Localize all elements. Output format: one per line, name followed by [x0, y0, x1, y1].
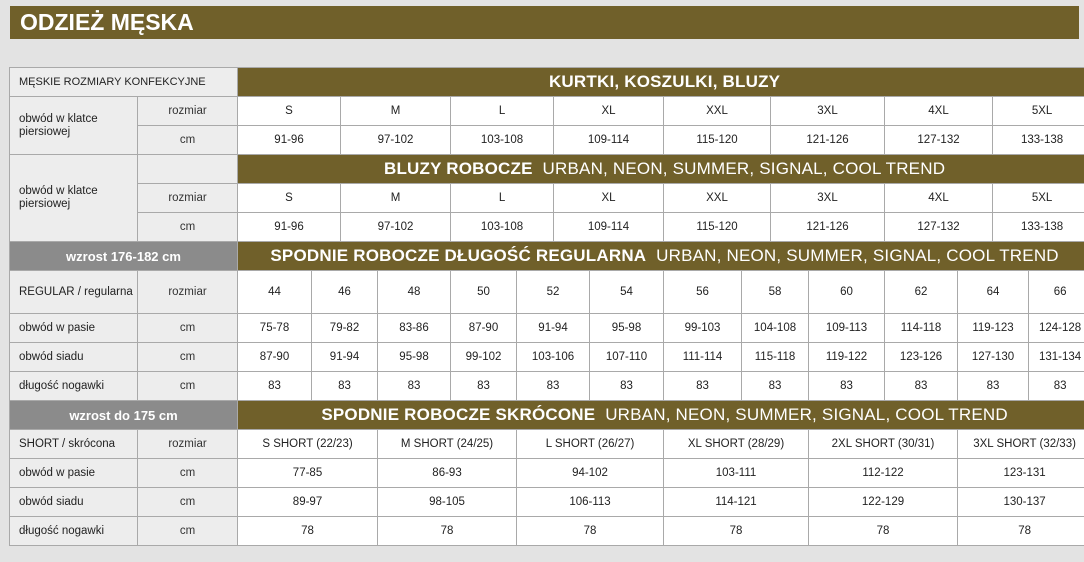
size-cell: 4XL	[885, 97, 993, 126]
size-cell: 4XL	[885, 184, 993, 213]
measure-cell: 78	[958, 517, 1084, 546]
size-cell: 5XL	[993, 184, 1084, 213]
measure-label: obwód siadu	[10, 488, 138, 517]
measure-cell: 111-114	[664, 343, 742, 372]
size-cell: M	[341, 184, 451, 213]
measure-cell: 75-78	[238, 314, 312, 343]
measure-cell: 83	[809, 372, 885, 401]
measure-cell: 83	[451, 372, 517, 401]
measure-label: długość nogawki	[10, 517, 138, 546]
measure-cell: 87-90	[451, 314, 517, 343]
size-unit: rozmiar	[138, 271, 238, 314]
measure-cell: 79-82	[312, 314, 378, 343]
table-row	[10, 213, 1084, 242]
measure-label: długość nogawki	[10, 372, 138, 401]
size-cell: 46	[312, 271, 378, 314]
measure-cell: 94-102	[517, 459, 664, 488]
measure-cell: 78	[378, 517, 517, 546]
size-cell: S	[238, 184, 341, 213]
measure-cell: 87-90	[238, 343, 312, 372]
chest-cm-cell: 121-126	[771, 213, 885, 242]
cm-unit: cm	[138, 372, 238, 401]
measure-cell: 78	[664, 517, 809, 546]
measure-cell: 78	[238, 517, 378, 546]
measure-cell: 114-121	[664, 488, 809, 517]
chest-cm-cell: 121-126	[771, 126, 885, 155]
size-cell: 3XL	[771, 184, 885, 213]
measure-cell: 83	[312, 372, 378, 401]
size-unit: rozmiar	[138, 184, 238, 213]
chest-cm-cell: 91-96	[238, 126, 341, 155]
section3-banner-models: URBAN, NEON, SUMMER, SIGNAL, COOL TREND	[656, 246, 1059, 265]
table-row	[10, 68, 1084, 97]
measure-cell: 106-113	[517, 488, 664, 517]
size-cell: 54	[590, 271, 664, 314]
chest-cm-cell: 109-114	[554, 126, 664, 155]
size-cell: 50	[451, 271, 517, 314]
chest-cm-cell: 133-138	[993, 126, 1084, 155]
measure-cell: 83-86	[378, 314, 451, 343]
table-row	[10, 314, 1084, 343]
section4-banner	[238, 401, 1084, 430]
size-cell: 66	[1029, 271, 1084, 314]
size-cell: 48	[378, 271, 451, 314]
section4-banner-models: URBAN, NEON, SUMMER, SIGNAL, COOL TREND	[605, 405, 1008, 424]
size-chart-table	[9, 67, 1084, 546]
cm-unit: cm	[138, 213, 238, 242]
section3-banner	[238, 242, 1084, 271]
measure-cell: 83	[664, 372, 742, 401]
section2-banner-title: BLUZY ROBOCZE	[383, 159, 533, 178]
measure-cell: 99-102	[451, 343, 517, 372]
cm-unit: cm	[138, 459, 238, 488]
size-cell: L SHORT (26/27)	[517, 430, 664, 459]
measure-cell: 127-130	[958, 343, 1029, 372]
measure-cell: 112-122	[809, 459, 958, 488]
section2-banner-models: URBAN, NEON, SUMMER, SIGNAL, COOL TREND	[542, 159, 946, 178]
size-cell: M SHORT (24/25)	[378, 430, 517, 459]
chest-cm-cell: 103-108	[451, 213, 554, 242]
chest-cm-cell: 97-102	[341, 126, 451, 155]
measure-cell: 83	[1029, 372, 1084, 401]
table-row	[10, 271, 1084, 314]
table-row	[10, 343, 1084, 372]
chest-cm-cell: 103-108	[451, 126, 554, 155]
chest-cm-cell: 109-114	[554, 213, 664, 242]
measure-cell: 78	[809, 517, 958, 546]
measure-cell: 107-110	[590, 343, 664, 372]
measure-cell: 103-106	[517, 343, 590, 372]
size-cell: XXL	[664, 184, 771, 213]
height-label: wzrost 176-182 cm	[10, 242, 238, 271]
size-cell: L	[451, 97, 554, 126]
blank-cell	[138, 155, 238, 184]
size-cell: XL	[554, 184, 664, 213]
size-cell: 60	[809, 271, 885, 314]
size-cell: 5XL	[993, 97, 1084, 126]
table-row	[10, 430, 1084, 459]
measure-cell: 78	[517, 517, 664, 546]
measure-cell: 83	[238, 372, 312, 401]
cm-unit: cm	[138, 488, 238, 517]
measure-cell: 77-85	[238, 459, 378, 488]
table-row	[10, 488, 1084, 517]
measure-cell: 91-94	[517, 314, 590, 343]
measure-cell: 83	[590, 372, 664, 401]
size-cell: 3XL	[771, 97, 885, 126]
size-cell: 44	[238, 271, 312, 314]
section4-banner-title: SPODNIE ROBOCZE SKRÓCONE	[321, 405, 596, 424]
measure-cell: 91-94	[312, 343, 378, 372]
cm-unit: cm	[138, 517, 238, 546]
chest-cm-cell: 115-120	[664, 126, 771, 155]
measure-cell: 103-111	[664, 459, 809, 488]
table-row	[10, 459, 1084, 488]
cm-unit: cm	[138, 343, 238, 372]
measure-cell: 130-137	[958, 488, 1084, 517]
chest-cm-cell: 91-96	[238, 213, 341, 242]
size-cell: 64	[958, 271, 1029, 314]
table-row	[10, 372, 1084, 401]
size-cell: 2XL SHORT (30/31)	[809, 430, 958, 459]
size-cell: 3XL SHORT (32/33)	[958, 430, 1084, 459]
measure-cell: 123-131	[958, 459, 1084, 488]
measure-cell: 83	[517, 372, 590, 401]
measure-cell: 109-113	[809, 314, 885, 343]
size-cell: XL	[554, 97, 664, 126]
measure-cell: 122-129	[809, 488, 958, 517]
type-label: SHORT / skrócona	[10, 430, 138, 459]
chest-cm-cell: 127-132	[885, 213, 993, 242]
cm-unit: cm	[138, 126, 238, 155]
table-row	[10, 517, 1084, 546]
size-unit: rozmiar	[138, 97, 238, 126]
size-cell: 56	[664, 271, 742, 314]
size-cell: XXL	[664, 97, 771, 126]
measure-cell: 83	[378, 372, 451, 401]
measure-cell: 89-97	[238, 488, 378, 517]
measure-cell: 83	[885, 372, 958, 401]
table-row	[10, 155, 1084, 184]
chest-cm-cell: 133-138	[993, 213, 1084, 242]
size-cell: S	[238, 97, 341, 126]
chest-label: obwód w klatce piersiowej	[10, 97, 138, 155]
table-row	[10, 242, 1084, 271]
table-row	[10, 184, 1084, 213]
measure-cell: 95-98	[378, 343, 451, 372]
measure-cell: 124-128	[1029, 314, 1084, 343]
measure-cell: 131-134	[1029, 343, 1084, 372]
measure-cell: 99-103	[664, 314, 742, 343]
measure-cell: 119-122	[809, 343, 885, 372]
section1-banner-title: KURTKI, KOSZULKI, BLUZY	[548, 72, 781, 91]
size-cell: S SHORT (22/23)	[238, 430, 378, 459]
measure-cell: 83	[742, 372, 809, 401]
size-cell: M	[341, 97, 451, 126]
size-cell: 62	[885, 271, 958, 314]
measure-cell: 123-126	[885, 343, 958, 372]
chest-cm-cell: 115-120	[664, 213, 771, 242]
measure-cell: 114-118	[885, 314, 958, 343]
measure-cell: 95-98	[590, 314, 664, 343]
table-row	[10, 401, 1084, 430]
section1-banner	[238, 68, 1084, 97]
measure-cell: 98-105	[378, 488, 517, 517]
size-cell: 52	[517, 271, 590, 314]
measure-label: obwód siadu	[10, 343, 138, 372]
type-label: REGULAR / regularna	[10, 271, 138, 314]
measure-cell: 83	[958, 372, 1029, 401]
table-row	[10, 126, 1084, 155]
measure-cell: 86-93	[378, 459, 517, 488]
size-cell: 58	[742, 271, 809, 314]
cm-unit: cm	[138, 314, 238, 343]
size-cell: L	[451, 184, 554, 213]
measure-label: obwód w pasie	[10, 314, 138, 343]
chest-cm-cell: 97-102	[341, 213, 451, 242]
section2-banner	[238, 155, 1084, 184]
size-cell: XL SHORT (28/29)	[664, 430, 809, 459]
page-title: ODZIEŻ MĘSKA	[10, 6, 1079, 39]
height-label: wzrost do 175 cm	[10, 401, 238, 430]
measure-cell: 104-108	[742, 314, 809, 343]
table-row	[10, 97, 1084, 126]
section3-banner-title: SPODNIE ROBOCZE DŁUGOŚĆ REGULARNA	[270, 246, 647, 265]
measure-cell: 119-123	[958, 314, 1029, 343]
chest-cm-cell: 127-132	[885, 126, 993, 155]
size-unit: rozmiar	[138, 430, 238, 459]
chest-label: obwód w klatce piersiowej	[10, 155, 138, 242]
measure-cell: 115-118	[742, 343, 809, 372]
measure-label: obwód w pasie	[10, 459, 138, 488]
corner-label: MĘSKIE ROZMIARY KONFEKCYJNE	[10, 68, 238, 97]
